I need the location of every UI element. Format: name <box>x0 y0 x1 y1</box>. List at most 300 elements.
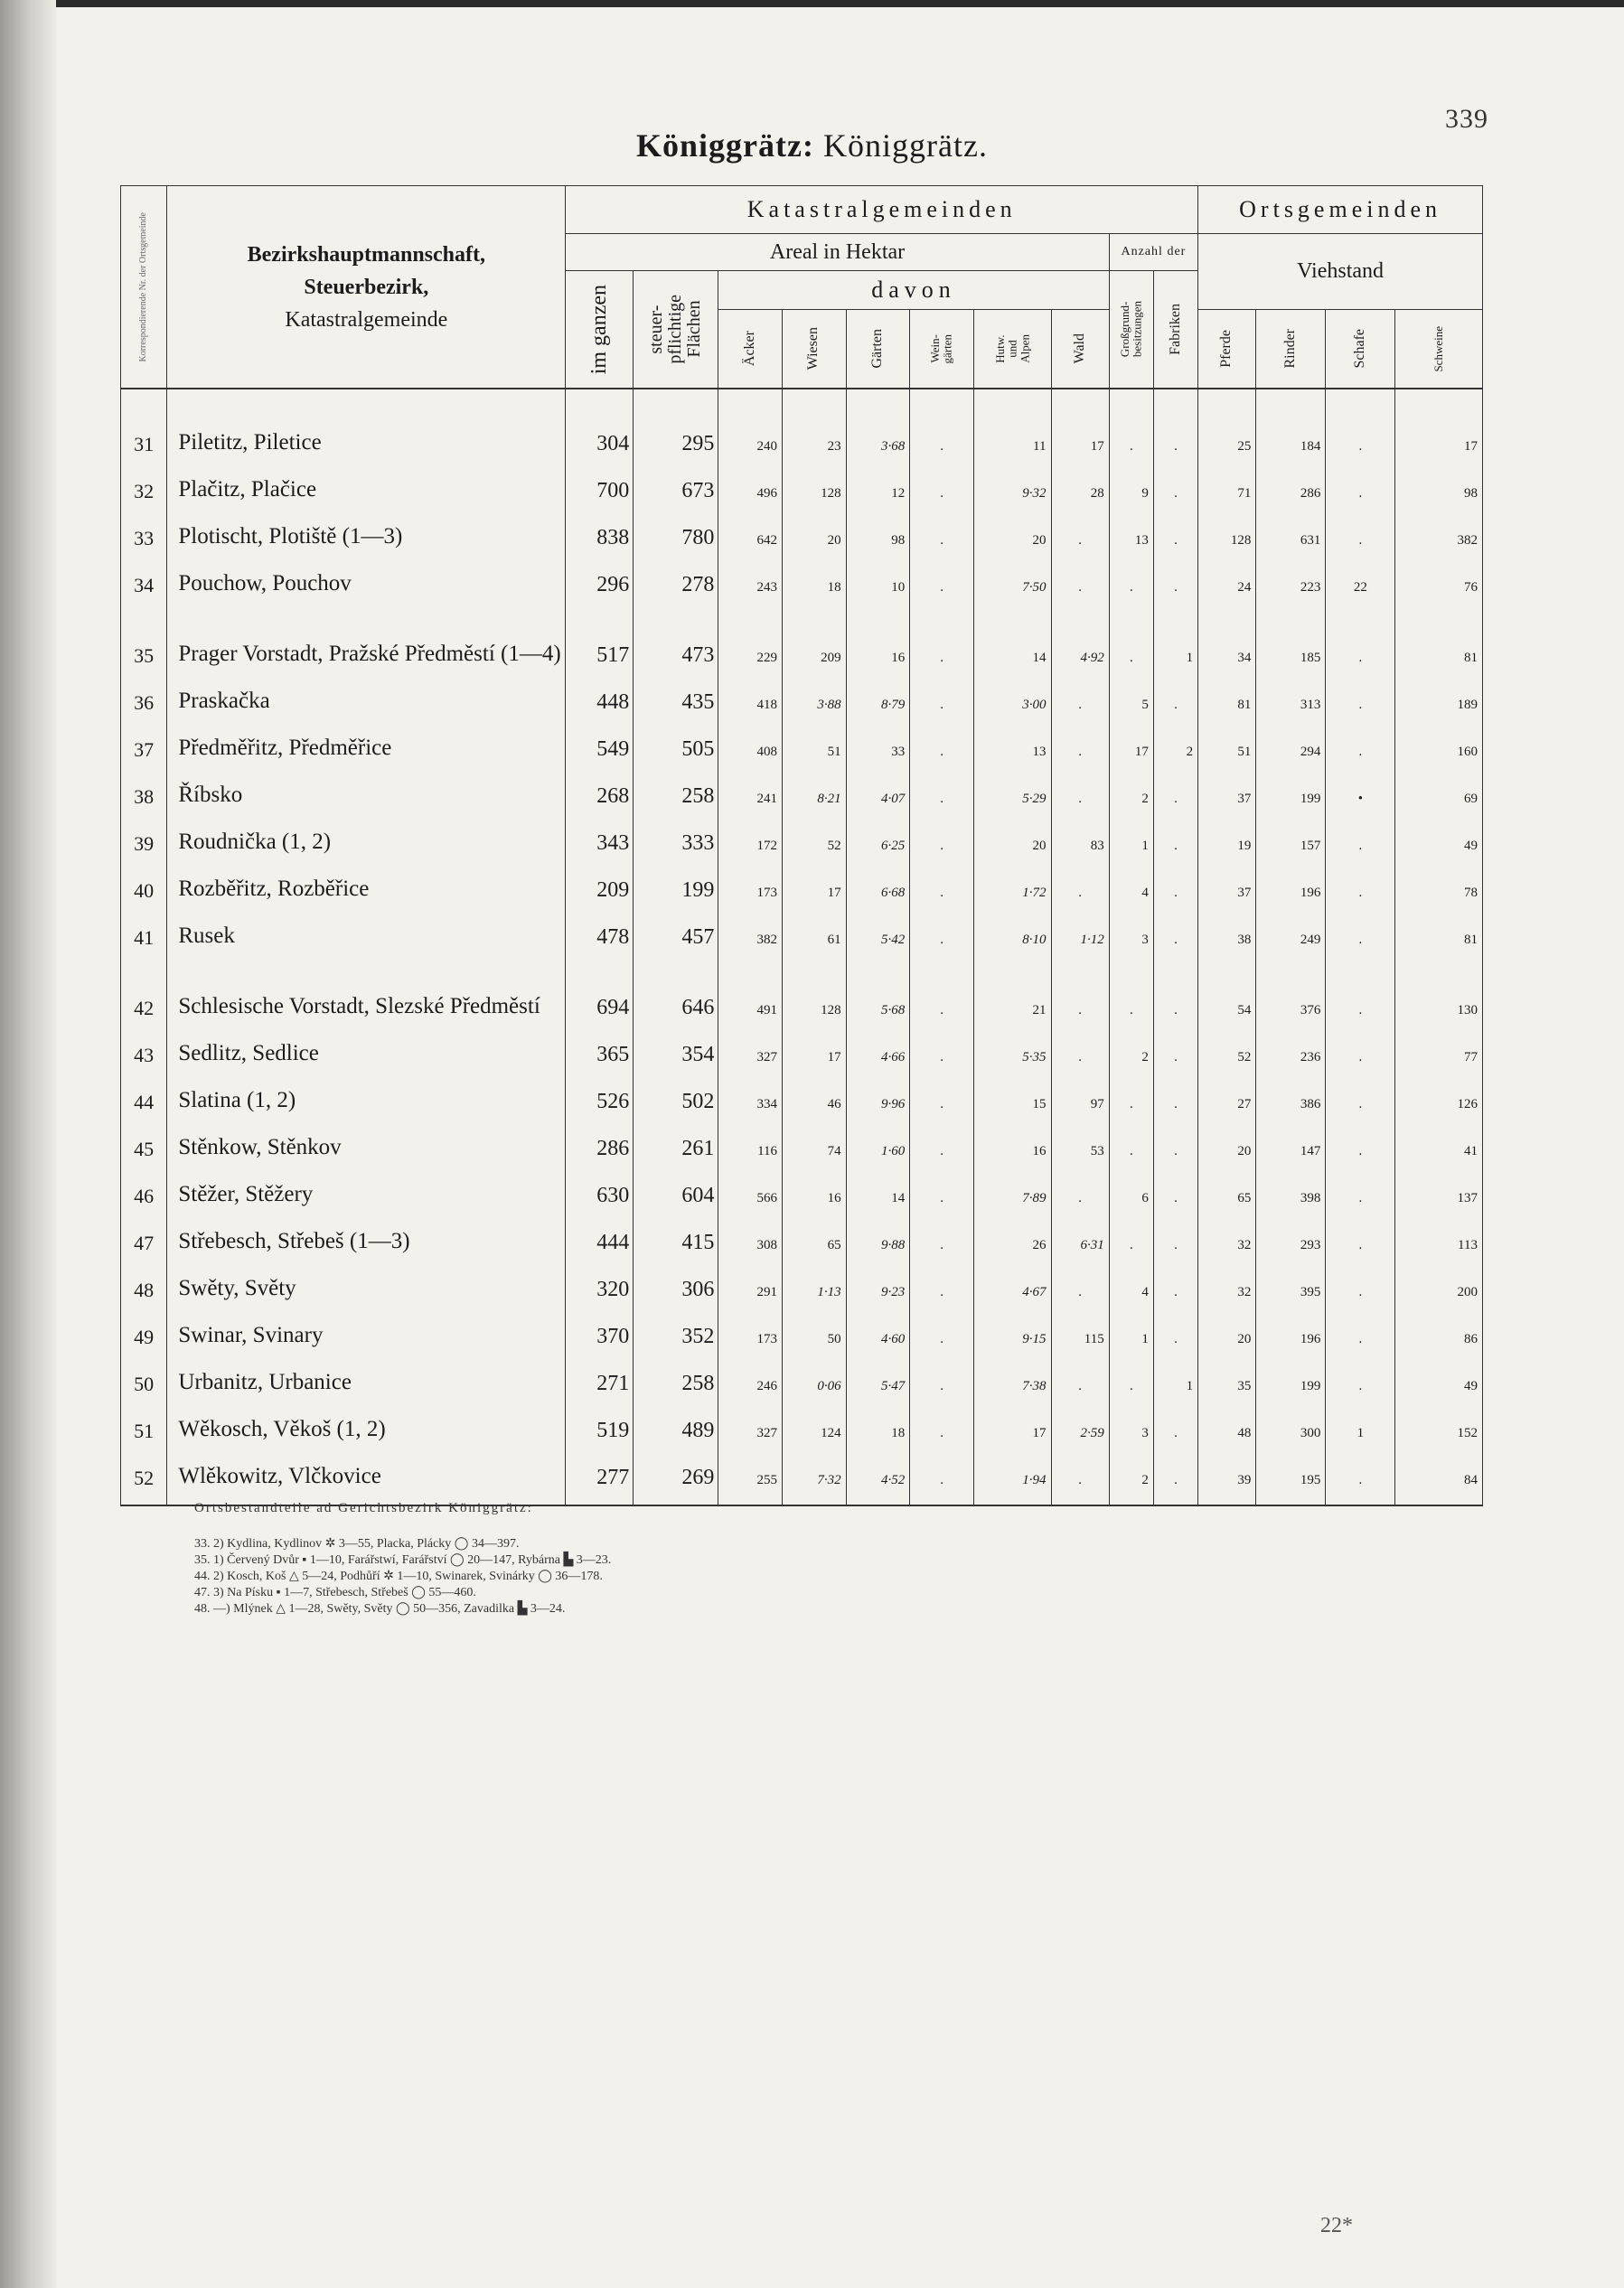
table-row <box>121 1308 1483 1355</box>
cell-wald: . <box>1051 509 1109 556</box>
cell-hutweiden: 11 <box>973 415 1051 462</box>
cell-gaerten: 4·52 <box>846 1449 910 1496</box>
cell-acker: 327 <box>718 1026 783 1073</box>
cell-hutweiden: 7·38 <box>973 1355 1051 1402</box>
cell-grossgrund: 2 <box>1109 1026 1153 1073</box>
cell-fabriken: . <box>1153 1026 1197 1073</box>
cell-gaerten: 12 <box>846 462 910 509</box>
cell-grossgrund: 6 <box>1109 1167 1153 1214</box>
cell-fabriken: . <box>1153 861 1197 908</box>
header-grossgrund-label: Großgrund- besitzungen <box>1118 301 1144 358</box>
cell-acker: 173 <box>718 1308 783 1355</box>
cell-schweine: 98 <box>1395 462 1483 509</box>
cell-pferde: 35 <box>1198 1355 1256 1402</box>
cell-hutweiden: 1·72 <box>973 861 1051 908</box>
header-acker <box>718 310 783 389</box>
header-schafe <box>1326 310 1395 389</box>
cell-wald: . <box>1051 1261 1109 1308</box>
header-district-line1: Bezirkshauptmannschaft, <box>247 242 486 267</box>
table-row <box>121 1167 1483 1214</box>
cell-grossgrund: . <box>1109 603 1153 673</box>
cell-weingaerten: . <box>910 673 974 720</box>
cell-pferde: 19 <box>1198 814 1256 861</box>
cell-hutweiden: 4·67 <box>973 1261 1051 1308</box>
cell-im-ganzen: 209 <box>566 861 634 908</box>
cell-gaerten: 5·42 <box>846 908 910 955</box>
cell-fabriken: 1 <box>1153 603 1197 673</box>
cell-rinder: 395 <box>1256 1261 1326 1308</box>
cell-im-ganzen: 630 <box>566 1167 634 1214</box>
cell-schafe: . <box>1326 1308 1395 1355</box>
cell-gaerten: 8·79 <box>846 673 910 720</box>
cell-pferde: 20 <box>1198 1120 1256 1167</box>
cell-steuerpflichtig: 258 <box>634 1355 718 1402</box>
page-title-bold: Königgrätz: <box>636 127 814 164</box>
cell-fabriken: . <box>1153 908 1197 955</box>
cell-acker: 246 <box>718 1355 783 1402</box>
cell-im-ganzen: 448 <box>566 673 634 720</box>
cell-grossgrund: 1 <box>1109 814 1153 861</box>
cell-schweine: 86 <box>1395 1308 1483 1355</box>
cell-pferde: 25 <box>1198 415 1256 462</box>
header-weingaerten-label: Wein- gärten <box>928 333 955 364</box>
cell-weingaerten: . <box>910 1026 974 1073</box>
row-name: Schlesische Vorstadt, Slezské Předměstí <box>167 955 566 1026</box>
cell-pferde: 52 <box>1198 1026 1256 1073</box>
cell-steuerpflichtig: 199 <box>634 861 718 908</box>
table-row <box>121 814 1483 861</box>
cell-grossgrund: 2 <box>1109 1449 1153 1496</box>
cell-schweine: 113 <box>1395 1214 1483 1261</box>
cell-wiesen: 128 <box>783 462 847 509</box>
cell-fabriken: . <box>1153 673 1197 720</box>
cell-pferde: 51 <box>1198 720 1256 767</box>
cell-wiesen: 51 <box>783 720 847 767</box>
cell-pferde: 71 <box>1198 462 1256 509</box>
header-wald <box>1051 310 1109 389</box>
cell-im-ganzen: 549 <box>566 720 634 767</box>
header-im-ganzen-label: im ganzen <box>587 284 611 375</box>
cell-steuerpflichtig: 646 <box>634 955 718 1026</box>
cell-weingaerten: . <box>910 767 974 814</box>
header-district-line2: Steuerbezirk, <box>304 275 429 299</box>
header-steuer-label: steuer- pflichtige Flächen <box>646 295 705 364</box>
cell-acker: 308 <box>718 1214 783 1261</box>
cell-gaerten: 10 <box>846 556 910 603</box>
row-name: Předměřitz, Předměřice <box>167 720 566 767</box>
page-binding-edge <box>0 0 56 2288</box>
cell-wiesen: 3·88 <box>783 673 847 720</box>
cell-im-ganzen: 286 <box>566 1120 634 1167</box>
table-row <box>121 603 1483 673</box>
cell-pferde: 37 <box>1198 767 1256 814</box>
cell-gaerten: 5·47 <box>846 1355 910 1402</box>
cell-im-ganzen: 320 <box>566 1261 634 1308</box>
cell-im-ganzen: 519 <box>566 1402 634 1449</box>
cell-hutweiden: 21 <box>973 955 1051 1026</box>
cell-hutweiden: 1·94 <box>973 1449 1051 1496</box>
cell-pferde: 65 <box>1198 1167 1256 1214</box>
footnotes <box>194 1500 1369 1618</box>
cell-wiesen: 46 <box>783 1073 847 1120</box>
cell-rinder: 313 <box>1256 673 1326 720</box>
cell-wiesen: 17 <box>783 1026 847 1073</box>
header-weingaerten <box>910 310 974 389</box>
cell-weingaerten: . <box>910 1449 974 1496</box>
cell-fabriken: . <box>1153 556 1197 603</box>
cell-wiesen: 209 <box>783 603 847 673</box>
row-number: 43 <box>121 1026 167 1073</box>
cell-im-ganzen: 370 <box>566 1308 634 1355</box>
cell-schweine: 81 <box>1395 908 1483 955</box>
row-name: Swěty, Světy <box>167 1261 566 1308</box>
row-number: 45 <box>121 1120 167 1167</box>
cell-schweine: 77 <box>1395 1026 1483 1073</box>
cell-gaerten: 14 <box>846 1167 910 1214</box>
cell-schweine: 49 <box>1395 1355 1483 1402</box>
cell-steuerpflichtig: 489 <box>634 1402 718 1449</box>
cell-schafe: . <box>1326 1120 1395 1167</box>
table-row <box>121 1402 1483 1449</box>
cell-acker: 327 <box>718 1402 783 1449</box>
cell-gaerten: 9·88 <box>846 1214 910 1261</box>
cell-fabriken: . <box>1153 1120 1197 1167</box>
cell-hutweiden: 16 <box>973 1120 1051 1167</box>
cell-gaerten: 16 <box>846 603 910 673</box>
cell-fabriken: . <box>1153 415 1197 462</box>
cell-schafe: . <box>1326 908 1395 955</box>
cell-gaerten: 33 <box>846 720 910 767</box>
cell-fabriken: 1 <box>1153 1355 1197 1402</box>
cell-acker: 243 <box>718 556 783 603</box>
cell-weingaerten: . <box>910 1308 974 1355</box>
footnote-line: 33. 2) Kydlina, Kydlinov ✲ 3—55, Placka, Plácky ◯ 34—397. <box>194 1536 520 1551</box>
row-name: Plačitz, Plačice <box>167 462 566 509</box>
header-katastral: Katastralgemeinden <box>566 186 1198 234</box>
cell-pferde: 20 <box>1198 1308 1256 1355</box>
cell-wiesen: 20 <box>783 509 847 556</box>
cell-acker: 418 <box>718 673 783 720</box>
row-name: Prager Vorstadt, Pražské Předměstí (1—4) <box>167 603 566 673</box>
cell-gaerten: 9·23 <box>846 1261 910 1308</box>
cell-weingaerten: . <box>910 1402 974 1449</box>
cell-pferde: 34 <box>1198 603 1256 673</box>
cell-rinder: 184 <box>1256 415 1326 462</box>
header-anzahl: Anzahl der <box>1109 234 1197 271</box>
cell-fabriken: . <box>1153 1402 1197 1449</box>
cell-acker: 642 <box>718 509 783 556</box>
cell-im-ganzen: 700 <box>566 462 634 509</box>
cell-acker: 241 <box>718 767 783 814</box>
header-hutw <box>973 310 1051 389</box>
cell-wiesen: 17 <box>783 861 847 908</box>
row-name: Stěžer, Stěžery <box>167 1167 566 1214</box>
page-title <box>0 127 1624 164</box>
page-top-edge <box>0 0 1624 7</box>
header-viehstand: Viehstand <box>1198 234 1483 310</box>
cell-steuerpflichtig: 258 <box>634 767 718 814</box>
cell-wiesen: 124 <box>783 1402 847 1449</box>
cell-weingaerten: . <box>910 462 974 509</box>
table-row <box>121 415 1483 462</box>
cell-grossgrund: 4 <box>1109 861 1153 908</box>
table-body <box>121 389 1483 1505</box>
footnote-line: 47. 3) Na Písku ▪ 1—7, Střebesch, Střebeš ◯ 55—460. <box>194 1586 476 1600</box>
cell-schweine: 130 <box>1395 955 1483 1026</box>
cell-weingaerten: . <box>910 1261 974 1308</box>
row-name: Stěnkow, Stěnkov <box>167 1120 566 1167</box>
cell-schafe: . <box>1326 1073 1395 1120</box>
cell-rinder: 199 <box>1256 767 1326 814</box>
header-rinder <box>1256 310 1326 389</box>
cell-im-ganzen: 478 <box>566 908 634 955</box>
cell-schweine: 160 <box>1395 720 1483 767</box>
cell-schafe: . <box>1326 1026 1395 1073</box>
cell-schafe: • <box>1326 767 1395 814</box>
cell-schafe: . <box>1326 415 1395 462</box>
cell-rinder: 223 <box>1256 556 1326 603</box>
cell-schafe: . <box>1326 603 1395 673</box>
cell-wiesen: 128 <box>783 955 847 1026</box>
cell-rinder: 157 <box>1256 814 1326 861</box>
cell-weingaerten: . <box>910 1167 974 1214</box>
cell-schweine: 69 <box>1395 767 1483 814</box>
row-number: 34 <box>121 556 167 603</box>
cell-grossgrund: . <box>1109 415 1153 462</box>
header-im-ganzen <box>566 271 634 389</box>
row-name: Rusek <box>167 908 566 955</box>
cell-im-ganzen: 517 <box>566 603 634 673</box>
cell-schafe: . <box>1326 720 1395 767</box>
cell-acker: 173 <box>718 861 783 908</box>
cell-grossgrund: 2 <box>1109 767 1153 814</box>
table-row <box>121 1261 1483 1308</box>
cell-rinder: 196 <box>1256 1308 1326 1355</box>
cell-im-ganzen: 365 <box>566 1026 634 1073</box>
cell-steuerpflichtig: 604 <box>634 1167 718 1214</box>
cell-im-ganzen: 526 <box>566 1073 634 1120</box>
cell-grossgrund: . <box>1109 556 1153 603</box>
row-number: 49 <box>121 1308 167 1355</box>
cell-fabriken: . <box>1153 1167 1197 1214</box>
table-spacer-row <box>121 389 1483 415</box>
row-number: 35 <box>121 603 167 673</box>
cell-gaerten: 9·96 <box>846 1073 910 1120</box>
cell-wald: . <box>1051 556 1109 603</box>
footnote-line: 48. —) Mlýnek △ 1—28, Swěty, Světy ◯ 50—356, Zavadilka ▙ 3—24. <box>194 1602 566 1617</box>
cell-rinder: 147 <box>1256 1120 1326 1167</box>
cell-acker: 229 <box>718 603 783 673</box>
cell-rinder: 185 <box>1256 603 1326 673</box>
table-row <box>121 1214 1483 1261</box>
header-acker-label: Äcker <box>741 331 757 367</box>
header-schweine-label: Schweine <box>1432 325 1446 372</box>
cell-wald: 6·31 <box>1051 1214 1109 1261</box>
cell-wald: 97 <box>1051 1073 1109 1120</box>
cell-gaerten: 6·68 <box>846 861 910 908</box>
header-ortsgemeinden: Ortsgemeinden <box>1198 186 1483 234</box>
cell-wald: . <box>1051 861 1109 908</box>
cell-weingaerten: . <box>910 1214 974 1261</box>
table-row <box>121 1073 1483 1120</box>
row-number: 48 <box>121 1261 167 1308</box>
cell-schweine: 17 <box>1395 415 1483 462</box>
cell-grossgrund: 17 <box>1109 720 1153 767</box>
cell-grossgrund: 3 <box>1109 908 1153 955</box>
cell-grossgrund: 1 <box>1109 1308 1153 1355</box>
cell-fabriken: . <box>1153 1308 1197 1355</box>
header-fabriken <box>1153 271 1197 389</box>
cell-schweine: 78 <box>1395 861 1483 908</box>
cell-hutweiden: 7·50 <box>973 556 1051 603</box>
row-name: Pouchow, Pouchov <box>167 556 566 603</box>
cell-gaerten: 1·60 <box>846 1120 910 1167</box>
cell-pferde: 38 <box>1198 908 1256 955</box>
header-gaerten <box>846 310 910 389</box>
cell-wald: 83 <box>1051 814 1109 861</box>
cell-weingaerten: . <box>910 509 974 556</box>
cell-rinder: 293 <box>1256 1214 1326 1261</box>
row-number: 50 <box>121 1355 167 1402</box>
cell-schweine: 41 <box>1395 1120 1483 1167</box>
cell-wald: . <box>1051 767 1109 814</box>
cell-schafe: . <box>1326 1449 1395 1496</box>
cell-steuerpflichtig: 269 <box>634 1449 718 1496</box>
cell-fabriken: 2 <box>1153 720 1197 767</box>
cell-schweine: 189 <box>1395 673 1483 720</box>
cell-schweine: 76 <box>1395 556 1483 603</box>
page-number: 339 <box>1445 104 1488 134</box>
cell-hutweiden: 9·15 <box>973 1308 1051 1355</box>
cell-pferde: 32 <box>1198 1214 1256 1261</box>
cell-pferde: 81 <box>1198 673 1256 720</box>
cell-schafe: . <box>1326 509 1395 556</box>
cell-pferde: 128 <box>1198 509 1256 556</box>
cell-weingaerten: . <box>910 603 974 673</box>
table-row <box>121 861 1483 908</box>
cell-hutweiden: 5·29 <box>973 767 1051 814</box>
header-pferde-label: Pferde <box>1218 330 1234 368</box>
header-wiesen-label: Wiesen <box>805 327 821 370</box>
cell-wiesen: 8·21 <box>783 767 847 814</box>
cell-im-ganzen: 268 <box>566 767 634 814</box>
cell-steuerpflichtig: 415 <box>634 1214 718 1261</box>
cell-hutweiden: 26 <box>973 1214 1051 1261</box>
header-district-line3: Katastralgemeinde <box>285 307 448 332</box>
row-name: Slatina (1, 2) <box>167 1073 566 1120</box>
row-number: 36 <box>121 673 167 720</box>
statistics-table <box>120 185 1483 1506</box>
header-gaerten-label: Gärten <box>869 329 886 369</box>
table-row <box>121 955 1483 1026</box>
cell-schweine: 137 <box>1395 1167 1483 1214</box>
cell-fabriken: . <box>1153 1073 1197 1120</box>
cell-rinder: 196 <box>1256 861 1326 908</box>
cell-schweine: 382 <box>1395 509 1483 556</box>
cell-grossgrund: . <box>1109 1214 1153 1261</box>
cell-hutweiden: 3·00 <box>973 673 1051 720</box>
table-row <box>121 1026 1483 1073</box>
cell-pferde: 39 <box>1198 1449 1256 1496</box>
cell-weingaerten: . <box>910 1073 974 1120</box>
cell-im-ganzen: 271 <box>566 1355 634 1402</box>
cell-weingaerten: . <box>910 814 974 861</box>
row-name: Praskačka <box>167 673 566 720</box>
header-wald-label: Wald <box>1071 333 1087 364</box>
sheet-signature: 22* <box>1320 2214 1353 2237</box>
header-fabriken-label: Fabriken <box>1167 304 1183 355</box>
cell-steuerpflichtig: 673 <box>634 462 718 509</box>
cell-schafe: 22 <box>1326 556 1395 603</box>
cell-pferde: 37 <box>1198 861 1256 908</box>
table-row <box>121 556 1483 603</box>
table-row <box>121 1449 1483 1496</box>
cell-im-ganzen: 694 <box>566 955 634 1026</box>
cell-acker: 382 <box>718 908 783 955</box>
cell-acker: 496 <box>718 462 783 509</box>
cell-wiesen: 7·32 <box>783 1449 847 1496</box>
cell-wald: 28 <box>1051 462 1109 509</box>
cell-schafe: . <box>1326 955 1395 1026</box>
row-number: 46 <box>121 1167 167 1214</box>
cell-rinder: 199 <box>1256 1355 1326 1402</box>
cell-pferde: 32 <box>1198 1261 1256 1308</box>
cell-fabriken: . <box>1153 509 1197 556</box>
cell-hutweiden: 17 <box>973 1402 1051 1449</box>
cell-hutweiden: 20 <box>973 509 1051 556</box>
cell-wiesen: 18 <box>783 556 847 603</box>
cell-rinder: 294 <box>1256 720 1326 767</box>
footnotes-heading: Ortsbestandteile ad Gerichtsbezirk Königgrätz: <box>194 1501 533 1515</box>
cell-rinder: 249 <box>1256 908 1326 955</box>
cell-weingaerten: . <box>910 861 974 908</box>
cell-rinder: 300 <box>1256 1402 1326 1449</box>
cell-schafe: 1 <box>1326 1402 1395 1449</box>
cell-pferde: 54 <box>1198 955 1256 1026</box>
cell-schweine: 84 <box>1395 1449 1483 1496</box>
header-schafe-label: Schafe <box>1352 329 1368 369</box>
cell-schafe: . <box>1326 462 1395 509</box>
row-number: 47 <box>121 1214 167 1261</box>
cell-rinder: 398 <box>1256 1167 1326 1214</box>
cell-weingaerten: . <box>910 556 974 603</box>
header-nr <box>121 186 167 389</box>
cell-fabriken: . <box>1153 767 1197 814</box>
cell-fabriken: . <box>1153 1449 1197 1496</box>
cell-pferde: 27 <box>1198 1073 1256 1120</box>
cell-gaerten: 5·68 <box>846 955 910 1026</box>
cell-acker: 291 <box>718 1261 783 1308</box>
row-name: Sedlitz, Sedlice <box>167 1026 566 1073</box>
cell-wiesen: 23 <box>783 415 847 462</box>
cell-wiesen: 16 <box>783 1167 847 1214</box>
cell-schweine: 152 <box>1395 1402 1483 1449</box>
cell-grossgrund: . <box>1109 955 1153 1026</box>
footnote-line: 35. 1) Červený Dvůr ▪ 1—10, Farářstwí, Farářství ◯ 20—147, Rybárna ▙ 3—23. <box>194 1552 612 1567</box>
header-rinder-label: Rinder <box>1281 329 1298 369</box>
cell-steuerpflichtig: 457 <box>634 908 718 955</box>
cell-im-ganzen: 304 <box>566 415 634 462</box>
cell-steuerpflichtig: 435 <box>634 673 718 720</box>
cell-pferde: 24 <box>1198 556 1256 603</box>
cell-hutweiden: 5·35 <box>973 1026 1051 1073</box>
cell-hutweiden: 14 <box>973 603 1051 673</box>
cell-pferde: 48 <box>1198 1402 1256 1449</box>
cell-gaerten: 4·60 <box>846 1308 910 1355</box>
cell-rinder: 195 <box>1256 1449 1326 1496</box>
cell-wald: . <box>1051 1355 1109 1402</box>
cell-fabriken: . <box>1153 955 1197 1026</box>
